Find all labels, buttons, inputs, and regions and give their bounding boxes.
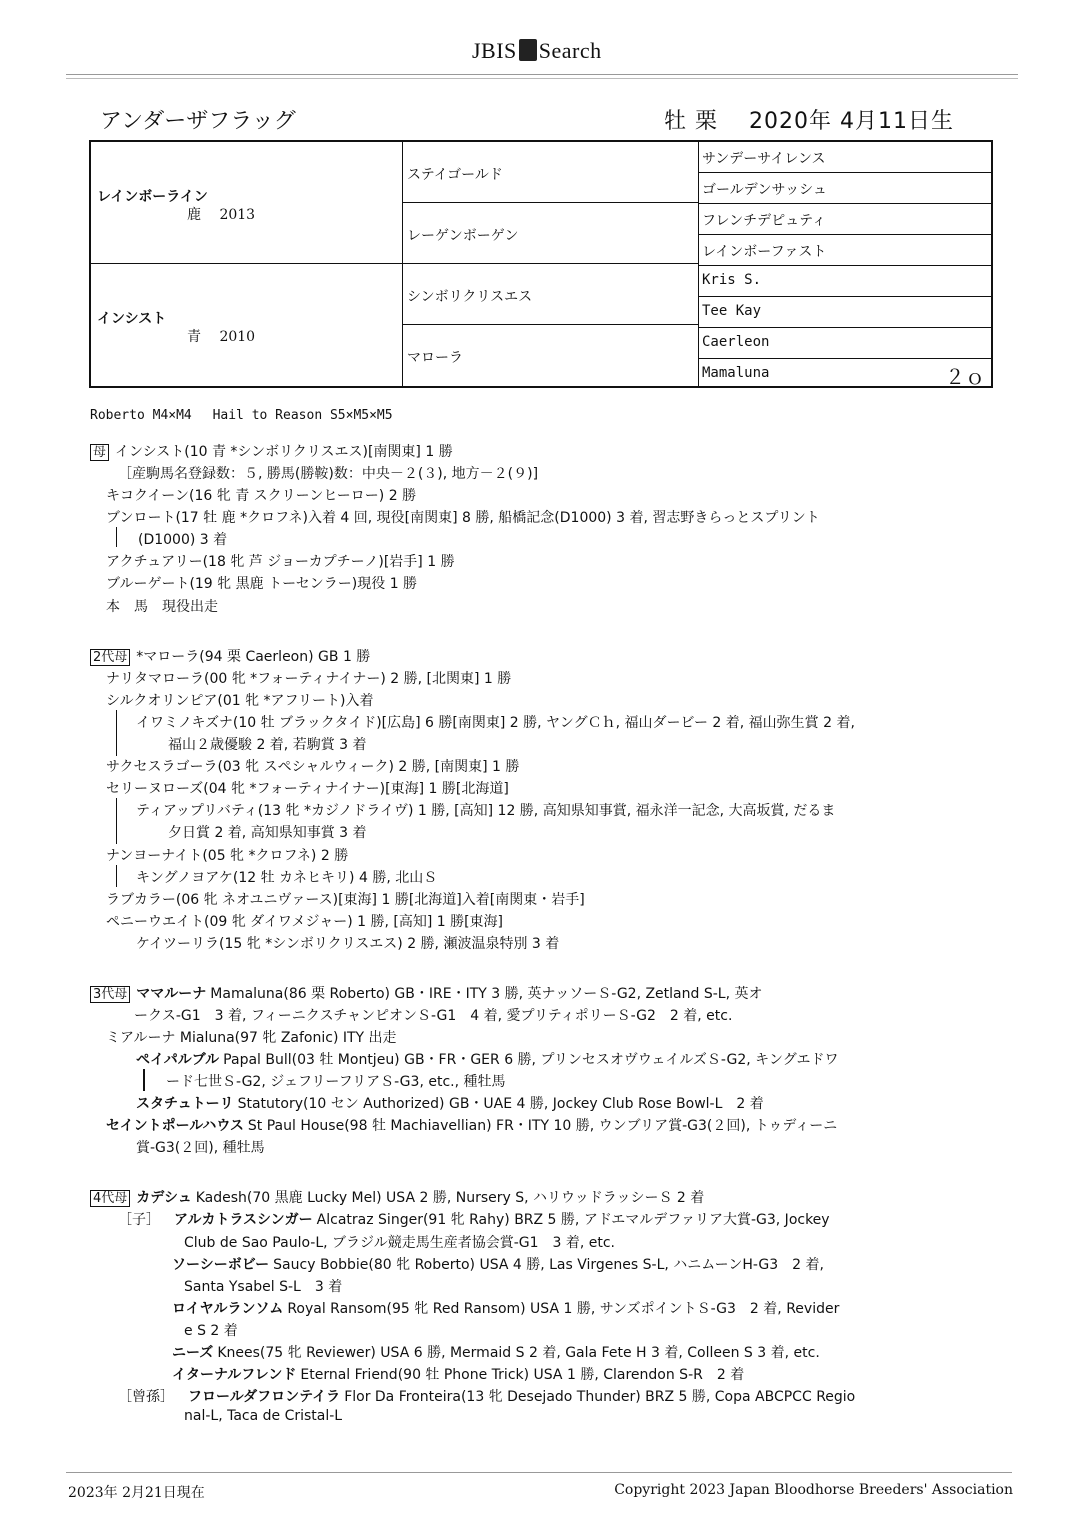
pedigree-gen3-cell (699, 359, 991, 389)
line-text: ード七世Ｓ-G2, ジェフリーフリアＳ-G3, etc., 種牡馬 (166, 1074, 506, 1090)
line-text: Knees(75 牝 Reviewer) USA 6 勝, Mermaid S 2 着, Gala Fete H 3 着, Colleen S 3 着, etc. (217, 1345, 820, 1361)
line-text: Mamaluna(86 栗 Roberto) GB・IRE・ITY 3 勝, 英ナッソーＳ-G2, Zetland S-L, 英オ (210, 986, 763, 1002)
pedigree-dam-cell (91, 264, 403, 386)
line-text: ブンロート(17 牡 鹿 *クロフネ)入着 4 回, 現役[南関東] 8 勝, 船橋記念(D1000) 3 着, 習志野きらっとスプリント (106, 510, 820, 526)
family-line (184, 1320, 238, 1340)
family-line (118, 1209, 830, 1229)
relation-label: ［子］ (118, 1212, 160, 1228)
line-text: ティアップリバティ(13 牝 *カジノドライヴ) 1 勝, [高知] 12 勝, 高知県知事賞, 福永洋一記念, 大高坂賞, だるま (136, 803, 836, 819)
family-line (90, 646, 370, 666)
pedigree-gen3-cell (699, 266, 991, 297)
pedigree-gen3-cell (699, 173, 991, 204)
family-line (138, 529, 227, 549)
gen3-name: Kris S. (702, 272, 762, 288)
header-rule (66, 74, 1018, 75)
family-line (106, 668, 511, 688)
line-text: ミアルーナ Mialuna(97 牝 Zafonic) ITY 出走 (106, 1030, 397, 1046)
notable-horse-name: イターナルフレンド (172, 1367, 297, 1383)
family-line (136, 867, 437, 887)
horse-name: アンダーザフラッグ (100, 109, 296, 134)
family-line (106, 507, 820, 527)
family-line (106, 551, 455, 571)
sibling-bracket (116, 710, 117, 756)
family-line (136, 1137, 265, 1157)
line-text: Statutory(10 セン Authorized) GB・UAE 4 勝, Jockey Club Rose Bowl-L 2 着 (237, 1096, 764, 1112)
family-line (166, 1071, 506, 1091)
notable-horse-name: ニーズ (172, 1345, 214, 1361)
line-text: nal-L, Taca de Cristal-L (184, 1408, 343, 1424)
line-text: Kadesh(70 黒鹿 Lucky Mel) USA 2 勝, Nursery S, ハリウッドラッシーＳ 2 着 (195, 1190, 705, 1206)
line-text: セリーヌローズ(04 牝 *フォーティナイナー)[東海] 1 勝[北海道] (106, 781, 509, 797)
sibling-bracket (116, 865, 117, 887)
pedigree-gen3-cell (699, 204, 991, 235)
sire-name: レインボーライン (97, 189, 208, 205)
family-line (106, 845, 348, 865)
gen3-name: Caerleon (702, 334, 770, 350)
inbreeding-note: Roberto M4×M4 Hail to Reason S5×M5×M5 (90, 408, 393, 423)
pedigree-gen3-cell (699, 297, 991, 328)
notable-horse-name: ママルーナ (136, 986, 207, 1002)
family-line (136, 1049, 838, 1069)
family-line (134, 1005, 732, 1025)
sibling-bracket (116, 798, 117, 844)
pedigree-gen2-cell (403, 325, 699, 386)
family-line (106, 889, 585, 909)
family-line (106, 690, 373, 710)
family-line (168, 734, 367, 754)
family-line (90, 983, 762, 1003)
notable-horse-name: アルカトラスシンガー (174, 1212, 313, 1228)
sibling-bracket (116, 527, 117, 547)
sire-dam-name: レーゲンボーゲン (407, 228, 519, 244)
line-text: 本 馬 現役出走 (106, 599, 218, 615)
family-line (172, 1298, 839, 1318)
generation-label: 3代母 (90, 986, 130, 1003)
line-text: ケイツーリラ(15 牝 *シンボリクリスエス) 2 勝, 瀬波温泉特別 3 着 (136, 936, 560, 952)
pedigree-gen3-cell (699, 235, 991, 266)
line-text: Flor Da Fronteira(13 牝 Desejado Thunder) BRZ 5 勝, Copa ABCPCC Regio (344, 1389, 856, 1405)
line-text: Saucy Bobbie(80 牝 Roberto) USA 4 勝, Las Virgenes S-L, ハニムーンH-G3 2 着, (273, 1257, 824, 1273)
line-text: 夕日賞 2 着, 高知県知事賞 3 着 (168, 825, 367, 841)
notable-horse-name: ロイヤルランソム (172, 1301, 284, 1317)
line-text: ナンヨーナイト(05 牝 *クロフネ) 2 勝 (106, 848, 349, 864)
line-text: Royal Ransom(95 牝 Red Ransom) USA 1 勝, サンズポイントＳ-G3 2 着, Revider (287, 1301, 840, 1317)
horse-logo-icon (519, 39, 537, 61)
line-text: ナリタマローラ(00 牝 *フォーティナイナー) 2 勝, [北関東] 1 勝 (106, 671, 512, 687)
header-rule-secondary (66, 78, 1018, 79)
family-line (136, 712, 855, 732)
gen3-name: ゴールデンサッシュ (702, 182, 827, 198)
pedigree-gen2-cell (403, 264, 699, 325)
line-text: サクセスラゴーラ(03 牝 スペシャルウィーク) 2 勝, [南関東] 1 勝 (106, 759, 520, 775)
line-text: ブルーゲート(19 牝 黒鹿 トーセンラー)現役 1 勝 (106, 576, 418, 592)
line-text: 賞-G3(２回), 種牡馬 (136, 1140, 265, 1156)
footer-rule (66, 1472, 1012, 1473)
family-line (106, 911, 503, 931)
sibling-bracket (143, 1069, 145, 1091)
line-text: ラブカラー(06 牝 ネオユニヴァース)[東海] 1 勝[北海道]入着[南関東・岩手] (106, 892, 585, 908)
jbis-logo: JBIS Search (472, 38, 602, 63)
line-text: Alcatraz Singer(91 牝 Rahy) BRZ 5 勝, アドエマルデファリア大賞-G3, Jockey (316, 1212, 830, 1228)
sire-color-year: 鹿 2013 (187, 207, 256, 223)
family-line (172, 1364, 744, 1384)
pedigree-gen2-cell (403, 142, 699, 203)
line-text: Eternal Friend(90 牡 Phone Trick) USA 1 勝, Clarendon S-R 2 着 (300, 1367, 745, 1383)
family-line (90, 1187, 704, 1207)
family-line (106, 778, 509, 798)
family-line (172, 1254, 824, 1274)
notable-horse-name: スタチュトーリ (136, 1096, 234, 1112)
gen3-name: Tee Kay (702, 303, 762, 319)
line-text: e S 2 着 (184, 1323, 238, 1339)
gen3-name: サンデーサイレンス (702, 151, 826, 167)
family-line (172, 1342, 820, 1362)
family-line (106, 1115, 837, 1135)
dam-color-year: 青 2010 (187, 329, 256, 345)
notable-horse-name: ソーシーボビー (172, 1257, 270, 1273)
line-text: Club de Sao Paulo-L, ブラジル競走馬生産者協会賞-G1 3 着, etc. (184, 1235, 616, 1251)
as-of-date: 2023年 2月21日現在 (68, 1485, 205, 1501)
generation-label: 母 (90, 444, 109, 461)
line-text: ペニーウエイト(09 牝 ダイワメジャー) 1 勝, [高知] 1 勝[東海] (106, 914, 504, 930)
family-line (106, 1027, 397, 1047)
family-line (184, 1276, 342, 1296)
pedigree-table (89, 140, 993, 388)
copyright: Copyright 2023 Japan Bloodhorse Breeders' Association (614, 1482, 1013, 1498)
line-text: Santa Ysabel S-L 3 着 (184, 1279, 343, 1295)
family-line (106, 485, 416, 505)
family-line (106, 573, 417, 593)
family-line (90, 441, 453, 461)
line-text: シルクオリンピア(01 牝 *アフリート)入着 (106, 693, 374, 709)
family-line (136, 1093, 764, 1113)
pedigree-gen3-cell (699, 142, 991, 173)
dam-name: インシスト (97, 311, 167, 327)
notable-horse-name: フロールダフロンテイラ (188, 1389, 341, 1405)
gen3-name: レインボーファスト (702, 244, 827, 260)
line-text: *マローラ(94 栗 Caerleon) GB 1 勝 (136, 649, 371, 665)
family-line (118, 463, 538, 483)
line-text: St Paul House(98 牡 Machiavellian) FR・ITY 10 勝, ウンブリア賞-G3(２回), トゥディーニ (247, 1118, 838, 1134)
line-text: (D1000) 3 着 (138, 532, 228, 548)
dam-sire-name: シンボリクリスエス (407, 289, 533, 305)
generation-label: 2代母 (90, 649, 130, 666)
notable-horse-name: セイントポールハウス (106, 1118, 244, 1134)
line-text: イワミノキズナ(10 牡 ブラックタイド)[広島] 6 勝[南関東] 2 勝, ヤングＣｈ, 福山ダービー 2 着, 福山弥生賞 2 着, (136, 715, 855, 731)
family-number: ２ｏ (945, 365, 985, 389)
notable-horse-name: カデシュ (136, 1190, 192, 1206)
generation-label: 4代母 (90, 1190, 130, 1207)
notable-horse-name: ペイパルブル (136, 1052, 220, 1068)
line-text: キングノヨアケ(12 牡 カネヒキリ) 4 勝, 北山Ｓ (136, 870, 438, 886)
gen3-name: フレンチデピュティ (702, 213, 826, 229)
family-line (118, 1386, 855, 1406)
family-line (136, 933, 559, 953)
pedigree-sire-cell (91, 142, 403, 264)
family-line (106, 756, 519, 776)
line-text: キコクイーン(16 牝 青 スクリーンヒーロー) 2 勝 (106, 488, 417, 504)
family-line (136, 800, 835, 820)
family-line (106, 596, 218, 616)
pedigree-gen2-cell (403, 203, 699, 264)
line-text: Papal Bull(03 牡 Montjeu) GB・FR・GER 6 勝, プリンセスオヴウェイルズＳ-G2, キングエドワ (223, 1052, 839, 1068)
line-text: アクチュアリー(18 牝 芦 ジョーカプチーノ)[岩手] 1 勝 (106, 554, 455, 570)
family-line (168, 822, 367, 842)
dam-dam-name: マローラ (407, 350, 463, 366)
horse-info: 牡 栗 2020年 4月11日生 (664, 109, 954, 134)
family-line (184, 1232, 615, 1252)
line-text: 福山２歳優駿 2 着, 若駒賞 3 着 (168, 737, 367, 753)
line-text: ［産駒馬名登録数：５, 勝馬(勝鞍)数：中央－２(３), 地方－２(９)] (118, 466, 539, 482)
pedigree-gen3-cell (699, 328, 991, 359)
line-text: ークス-G1 3 着, フィーニクスチャンピオンＳ-G1 4 着, 愛プリティポリーＳ-G2 2 着, etc. (134, 1008, 733, 1024)
relation-label: ［曾孫］ (118, 1389, 174, 1405)
gen3-name: Mamaluna (702, 365, 770, 381)
family-line (184, 1408, 342, 1424)
sire-sire-name: ステイゴールド (407, 167, 503, 183)
line-text: インシスト(10 青 *シンボリクリスエス)[南関東] 1 勝 (115, 444, 453, 460)
